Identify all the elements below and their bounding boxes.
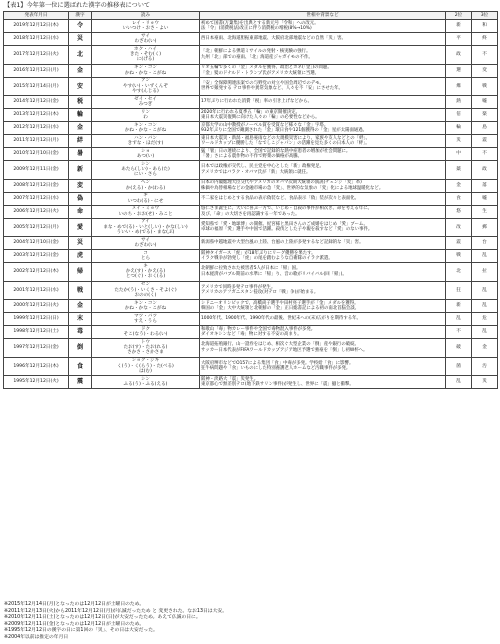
background-line: 日本経済がバブル期前の水準に「帰」り、音の歌がリバイバル(回「帰」)。: [201, 271, 347, 277]
kanji-cell: 新: [69, 161, 92, 180]
kanji-cell: 命: [69, 205, 92, 218]
third-place-cell: 災: [472, 376, 498, 389]
reading-line: キン・コン: [134, 65, 157, 71]
reading-line: かえ(す)・かえ(る): [125, 269, 166, 275]
header-date: 発表年月日: [4, 12, 69, 20]
reading-line: ういい・め(でる)・まな(ぶ): [116, 229, 175, 235]
reading-cell: [92, 135, 200, 148]
table-row: [4, 20, 498, 33]
table-body: [4, 20, 498, 389]
table-row: [4, 339, 498, 358]
table-row: [4, 33, 498, 46]
background-line: 北朝鮮に拉致された被害者5人が日本に「帰」国。: [201, 266, 301, 272]
background-line: 韓国の「金」大中大統領と北朝鮮の「金」正日総書記による初の南北首脳会談。: [201, 306, 360, 311]
background-line: ワールドカップに優勝した「なでしこジャパン」の活躍を見た多くの日本人の「絆」。: [201, 141, 370, 146]
reading-cell: [92, 122, 200, 135]
kanji-cell: 輪: [69, 109, 92, 122]
kanji-cell: 愛: [69, 218, 92, 237]
background-line: 卓球の福原「愛」選手や中国で活躍。殺伐とした子や親を殺すなど「愛」のない事件。: [201, 227, 373, 233]
second-place-cell: 倍: [446, 109, 472, 122]
reading-line: か(える)・か(わる): [125, 185, 166, 191]
background-line: 大阪府堺市などでO157による集団「食」中毒が多発。学校給「食」に影響。: [201, 360, 354, 366]
background-cell: [200, 179, 446, 192]
second-place-cell: 金: [446, 179, 472, 192]
background-cell: [200, 326, 446, 339]
background-cell: [200, 192, 446, 205]
reading-line: かね・かな・こがね: [124, 70, 167, 76]
background-cell: [200, 357, 446, 376]
background-line: 愛知県で「愛・地球博」の開催。紀宮様と黒田さんのご成婚をはじめ「愛」ブーム。: [201, 221, 368, 227]
table-row: [4, 122, 498, 135]
reading-line: レイ・リョウ: [131, 20, 160, 26]
table-row: [4, 300, 498, 313]
reading-line: マツ・バツ: [134, 313, 157, 319]
third-place-cell: 台: [472, 237, 498, 250]
background-line: 和歌山「毒」物カレー事件や全国で毒物混入事件が多発。: [201, 326, 316, 332]
table-row: [4, 218, 498, 237]
reading-cell: [92, 218, 200, 237]
reading-line: ショク・ジキ: [131, 358, 160, 364]
header-second-place: 2位: [446, 12, 472, 20]
reading-line: キ: [143, 263, 148, 269]
second-place-cell: 震: [446, 237, 472, 250]
reading-line: サイ: [141, 33, 150, 39]
second-place-cell: 乱: [446, 376, 472, 389]
reading-cell: [92, 205, 200, 218]
kanji-cell: 絆: [69, 135, 92, 148]
reading-cell: [92, 161, 200, 180]
background-cell: [200, 281, 446, 300]
header-third-place: 3位: [472, 12, 498, 20]
date-cell: 2006年12月12日(火): [4, 205, 69, 218]
kanji-cell: 偽: [69, 192, 92, 205]
reading-line: やす(い)・いずくんぞ: [123, 83, 168, 89]
reading-line: アイ: [141, 219, 150, 225]
background-line: 世界で頻発する テロ事件や異常気象など、人々を不「安」にさせた年。: [201, 86, 343, 92]
second-place-cell: 菌: [446, 357, 472, 376]
background-line: アメリカのアフガニスタン侵攻(対テロ「戦」争)が始まる。: [201, 290, 319, 296]
third-place-cell: 生: [472, 205, 498, 218]
table-row: [4, 96, 498, 109]
table-row: [4, 192, 498, 205]
second-place-cell: 新: [446, 300, 472, 313]
third-place-cell: 終: [472, 33, 498, 46]
footnote: ※1995年12月12日の漢字の日に第1回の「災」、その日は大安だった。: [4, 628, 158, 634]
footnote: ※2009年12月11日(金)となったのは12月12日が土曜日のため。: [4, 621, 145, 627]
date-cell: 2004年12月10日(金): [4, 237, 69, 250]
reading-line: かね・かな・こがね: [124, 306, 167, 311]
table-row: [4, 205, 498, 218]
table-row: [4, 148, 498, 161]
date-cell: 2010年12月10日(金): [4, 148, 69, 161]
reading-cell: [92, 192, 200, 205]
background-cell: [200, 77, 446, 96]
kanji-cell: 金: [69, 122, 92, 135]
background-cell: [200, 237, 446, 250]
background-line: 法「令」(消費税法)改正に伴う消費税の増税(8%→10%): [201, 26, 312, 31]
background-line: 阪神タイガース「虎」が18年ぶりにリーグ優勝を果たす。: [201, 250, 316, 256]
table-row: [4, 263, 498, 282]
background-line: 狂牛病問題や「食」いものにした特別養護老人ホームなど汚職事件が多発。: [201, 366, 351, 372]
table-row: [4, 313, 498, 326]
reading-line: く(う)・く(らう)・た(べる): [117, 363, 174, 369]
third-place-cell: 楽: [472, 109, 498, 122]
reading-line: メイ・ミョウ: [131, 206, 160, 212]
reading-line: やす(んじる): [132, 88, 159, 94]
second-place-cell: 北: [446, 263, 472, 282]
kanji-cell: 暑: [69, 148, 92, 161]
reading-line: に(げる): [136, 57, 155, 63]
kanji-cell: 戦: [69, 281, 92, 300]
kanji-cell: 虎: [69, 250, 92, 263]
reading-cell: [92, 46, 200, 65]
reading-line: サイ: [141, 237, 150, 243]
date-cell: 2009年12月11日(金): [4, 161, 69, 180]
reading-line: たたか(う)・いくさ・そよ(ぐ): [114, 287, 177, 293]
reading-line: シン: [140, 376, 151, 382]
table-row: [4, 64, 498, 77]
third-place-cell: 危: [472, 313, 498, 326]
second-place-cell: 不: [446, 326, 472, 339]
second-place-cell: 爆: [446, 77, 472, 96]
third-place-cell: 和: [472, 20, 498, 33]
second-place-cell: 選: [446, 64, 472, 77]
kanji-cell: 令: [69, 20, 92, 33]
reading-line: みつぎ: [138, 102, 153, 107]
background-cell: [200, 20, 446, 33]
table-title: 【表1】今年第一位に選ばれた漢字の推移表について: [4, 2, 151, 9]
reading-line: セン: [140, 282, 151, 288]
second-place-cell: 乱: [446, 313, 472, 326]
reading-cell: [92, 33, 200, 46]
reading-line: あつ(い): [136, 154, 155, 159]
footnotes: [4, 602, 227, 642]
background-line: 西日本豪雨、北海道胆振東部地震、大阪府北部地震などの自然「災」害。: [201, 36, 346, 42]
background-cell: [200, 205, 446, 218]
reading-line: ギ: [143, 193, 148, 199]
date-cell: 1996年12月12日(木): [4, 357, 69, 376]
reading-line: ホク・ハイ: [134, 46, 157, 52]
reading-cell: [92, 326, 200, 339]
reading-line: トウ: [140, 339, 151, 345]
table-row: [4, 237, 498, 250]
background-line: リオ五輪で多くの「金」メダルを獲得、政治とカネ(「金」)の問題。: [201, 65, 332, 71]
background-line: 日本では政権が交代し、民主党を中心とした「新」政権発足。: [201, 164, 324, 170]
background-line: 初めて国書(万葉集)を出典とする新元号「令和」への改元。: [201, 20, 319, 26]
background-cell: [200, 46, 446, 65]
second-place-cell: 悠: [446, 205, 472, 218]
table-row: [4, 161, 498, 180]
reading-line: たお(す)・たお(れる): [123, 345, 168, 351]
kanji-cell: 食: [69, 357, 92, 376]
kanji-cell: 震: [69, 376, 92, 389]
reading-line: きた・そむ(く): [129, 52, 162, 58]
background-line: 東日本大震災復興に向けた人々の「輪」の必要性などから。: [201, 115, 320, 120]
background-line: 阪神・淡路大「震」災発生。: [201, 376, 259, 382]
background-line: 1000年代、1900年代、1990年代の最後、世紀末への(末)広がりを期待する年。: [201, 316, 361, 322]
reading-line: シン: [140, 161, 151, 167]
third-place-cell: 落: [472, 179, 498, 192]
reading-cell: [92, 179, 200, 192]
background-line: 「金」髪のドナルド・トランプ氏がアメリカ大統領に当選。: [201, 70, 320, 76]
kanji-table: [3, 11, 498, 389]
reading-cell: [92, 250, 200, 263]
background-cell: [200, 109, 446, 122]
background-line: 17年ぶりに行われた消費「税」率の引き上げなどから。: [201, 99, 312, 105]
footnote: ※2011年12月13日(火)から2011年12月12日(月)が仏滅だったため と 変更された。なお13日は大安。: [4, 608, 227, 614]
background-cell: [200, 135, 446, 148]
reading-line: わざわ(い): [134, 39, 157, 44]
third-place-cell: 金: [472, 339, 498, 358]
table-row: [4, 109, 498, 122]
header-reading: 読み: [92, 12, 200, 20]
date-cell: 2019年12月12日(木): [4, 20, 69, 33]
reading-line: とら: [140, 256, 151, 261]
third-place-cell: 乱: [472, 281, 498, 300]
third-place-cell: 嘘: [472, 96, 498, 109]
date-cell: 2012年12月12日(水): [4, 122, 69, 135]
kanji-cell: 帰: [69, 263, 92, 282]
reading-cell: [92, 313, 200, 326]
reading-cell: [92, 376, 200, 389]
reading-line: にい・さら: [134, 172, 157, 178]
reading-cell: [92, 96, 200, 109]
kanji-cell: 災: [69, 237, 92, 250]
date-cell: 2018年12月12日(水): [4, 33, 69, 46]
third-place-cell: 嘘: [472, 192, 498, 205]
background-line: 株価や為替相場などの金融市場の急「変」、世界的な気象の「変」化による地球温暖化など。: [201, 185, 384, 191]
table-row: [4, 179, 498, 192]
footnote: ※2004年以前は推定の年月日: [4, 634, 69, 640]
background-cell: [200, 161, 446, 180]
date-cell: 2013年12月12日(木): [4, 109, 69, 122]
background-line: 2020年に行われる夏季五「輪」の東京開催決定。: [201, 109, 300, 115]
background-line: 九州「北」部での豪雨、「北」海道産ジャガイモの不作。: [201, 54, 313, 60]
reading-line: キン・コン: [134, 300, 157, 306]
reading-line: まな・めで(る)・いと(しい)・かな(しい): [103, 224, 188, 230]
reading-cell: [92, 300, 200, 313]
reading-cell: [92, 357, 200, 376]
date-cell: 2007年12月12日(水): [4, 192, 69, 205]
reading-line: リン: [140, 109, 151, 115]
table-row: [4, 326, 498, 339]
second-place-cell: 戦: [446, 250, 472, 263]
background-line: アメリカで同時多発テロ事件が発生。: [201, 284, 276, 290]
reading-line: すえ・うら: [134, 319, 157, 324]
third-place-cell: 不: [472, 46, 498, 65]
third-place-cell: 戦: [472, 77, 498, 96]
reading-line: ショ: [140, 148, 151, 154]
background-line: シドニーオリンピックで、高橋尚子選手や田村亮子選手が「金」メダルを獲得。: [201, 300, 359, 306]
date-cell: 2015年12月14日(月): [4, 77, 69, 96]
table-row: [4, 281, 498, 300]
footnote: ※2015年12月14日(月)となったのは12月12日が土曜日のため。: [4, 602, 145, 607]
background-line: アメリカではバラク・オバマ氏が「新」大統領に就任。: [201, 169, 311, 175]
kanji-cell: 倒: [69, 339, 92, 358]
date-cell: 2017年12月12日(火): [4, 46, 69, 65]
date-cell: 1995年12月12日(火): [4, 376, 69, 389]
reading-line: わざわ(い): [134, 243, 157, 248]
reading-line: ハン・バン: [134, 135, 157, 141]
background-cell: [200, 64, 446, 77]
background-line: ダイオキシンなど「毒」物に対する不安の高まり。: [201, 332, 302, 337]
reading-cell: [92, 339, 200, 358]
reading-line: わ: [143, 115, 148, 120]
reading-line: いいつけ・おさ・よい: [122, 26, 169, 31]
background-line: 「安」全保障関連法案での与野党の対立や国会周辺でのデモ。: [201, 80, 324, 86]
second-place-cell: 輪: [446, 122, 472, 135]
kanji-cell: 北: [69, 46, 92, 65]
background-cell: [200, 263, 446, 282]
background-line: 不二家をはじめとする食品の表示偽装など、食品表示「偽」装が次々と表面化。: [201, 195, 360, 201]
header-background: 世相や背景など: [200, 12, 446, 20]
footnote: ※2010年12月11日(土)となったのは12月12日(日)が大安だったため。あえて仏滅の日に。: [4, 615, 201, 621]
kanji-cell: 変: [69, 179, 92, 192]
table-header-row: [4, 12, 498, 20]
background-line: 日本の内閣総理大臣交代やアメリカのオバマ次期大統領の演説(チェンジ「変」革): [201, 180, 362, 186]
second-place-cell: 改: [446, 218, 472, 237]
reading-line: さかさ・さかさま: [127, 350, 164, 356]
background-line: 東京都心で無差別テロ(地下鉄サリン事件)が発生し、世界に「震」撼と衝撃。: [201, 382, 354, 387]
third-place-cell: 乱: [472, 326, 498, 339]
second-place-cell: 狂: [446, 281, 472, 300]
reading-line: とつ(ぐ)・おく(る): [125, 274, 166, 280]
background-line: 北海道拓殖銀行、山一證券をはじめ、相次ぐ大型企業の「倒」産や銀行の破綻。: [201, 342, 359, 348]
date-cell: 2005年12月12日(月): [4, 218, 69, 237]
second-place-cell: 薬: [446, 161, 472, 180]
reading-line: ドク: [140, 326, 151, 332]
date-cell: 2001年12月12日(水): [4, 281, 69, 300]
date-cell: 2011年12月12日(月): [4, 135, 69, 148]
table-row: [4, 135, 498, 148]
background-cell: [200, 313, 446, 326]
third-place-cell: 乱: [472, 250, 498, 263]
kanji-cell: 毒: [69, 326, 92, 339]
reading-line: ふる(う)・ふる(える): [123, 382, 168, 387]
third-place-cell: 不: [472, 148, 498, 161]
background-cell: [200, 122, 446, 135]
reading-line: ゼイ・セイ: [134, 96, 157, 102]
table-row: [4, 357, 498, 376]
third-place-cell: 変: [472, 64, 498, 77]
kanji-cell: 金: [69, 300, 92, 313]
reading-cell: [92, 148, 200, 161]
reading-line: きずな・ほだ(す): [127, 141, 164, 146]
reading-line: コ: [143, 250, 148, 256]
second-place-cell: 平: [446, 33, 472, 46]
background-line: 悠仁さま誕生に、大いに喜ぶ一方で、いじめ・自殺の事件が相次ぎ、命を考える年に。: [201, 206, 372, 212]
date-cell: 1999年12月12日(日): [4, 313, 69, 326]
reading-cell: [92, 237, 200, 250]
kanji-cell: 安: [69, 77, 92, 96]
third-place-cell: 拉: [472, 263, 498, 282]
reading-line: そこ(なう)・わる(い): [123, 332, 168, 337]
date-cell: 1997年12月12日(金): [4, 339, 69, 358]
background-cell: [200, 250, 446, 263]
background-line: 東日本大震災・新潟・福島豪雨などの大規模災害により、家族や友人などとの「絆」。: [201, 135, 371, 141]
reading-line: いのち・おお(せ)・みこと: [118, 211, 173, 217]
reading-line: アン: [140, 78, 150, 84]
reading-line: いつわ(る)・にせ: [127, 198, 164, 204]
reading-cell: [92, 109, 200, 122]
background-cell: [200, 148, 446, 161]
second-place-cell: 食: [446, 192, 472, 205]
second-place-cell: 政: [446, 46, 472, 65]
reading-cell: [92, 64, 200, 77]
reading-line: あたら(しい)・あら(た): [121, 167, 170, 173]
third-place-cell: 郵: [472, 218, 498, 237]
reading-cell: [92, 263, 200, 282]
reading-cell: [92, 77, 200, 96]
reading-line: ヘン: [140, 180, 151, 186]
background-line: 京都大学の山中教授がノーベル賞を受賞など様々な「金」字塔。: [201, 122, 329, 128]
table-row: [4, 250, 498, 263]
background-cell: [200, 33, 446, 46]
second-place-cell: 熱: [446, 96, 472, 109]
table-row: [4, 77, 498, 96]
background-line: イラク戦争が勃発し「虎」の尾を踏むような自衛隊のイラク派遣。: [201, 256, 333, 261]
date-cell: 1998年12月12日(土): [4, 326, 69, 339]
background-line: 「暑」さによる農作物の不作で野菜の価格が高騰。: [201, 154, 302, 159]
date-cell: 2014年12月12日(金): [4, 96, 69, 109]
background-line: 932年ぶりに全国で観測された「金」環日食や121個獲得の「金」星が太陽面通過。: [201, 128, 368, 133]
second-place-cell: 災: [446, 135, 472, 148]
background-cell: [200, 96, 446, 109]
reading-line: かね・かな・こがね: [124, 128, 167, 133]
third-place-cell: 政: [472, 161, 498, 180]
kanji-cell: 税: [69, 96, 92, 109]
table-row: [4, 46, 498, 65]
third-place-cell: 震: [472, 135, 498, 148]
background-cell: [200, 376, 446, 389]
kanji-cell: 末: [69, 313, 92, 326]
reading-cell: [92, 281, 200, 300]
kanji-cell: 災: [69, 33, 92, 46]
third-place-cell: 汚: [472, 357, 498, 376]
date-cell: 2016年12月12日(月): [4, 64, 69, 77]
reading-line: は(む): [139, 368, 152, 374]
second-place-cell: 新: [446, 20, 472, 33]
reading-cell: [92, 20, 200, 33]
header-kanji: 漢字: [69, 12, 92, 20]
reading-line: キン・コン: [134, 122, 157, 128]
reading-line: おのの(く): [134, 292, 157, 298]
date-cell: 2002年12月12日(木): [4, 263, 69, 282]
second-place-cell: 中: [446, 148, 472, 161]
background-cell: [200, 339, 446, 358]
third-place-cell: 乱: [472, 300, 498, 313]
background-cell: [200, 300, 446, 313]
date-cell: 2003年12月12日(金): [4, 250, 69, 263]
table-row: [4, 376, 498, 389]
background-cell: [200, 218, 446, 237]
second-place-cell: 破: [446, 339, 472, 358]
background-line: 及び、「命」の大切さを再認識する一年であった。: [201, 211, 300, 217]
background-line: サッカー日本代表がFIFAワールドカップアジア地区予選で強豪を「倒」し初W杯へ。: [201, 347, 368, 353]
background-line: 猛「暑」日の連続により、全国で記録的な熱中症患者の増加が社会問題に。: [201, 148, 351, 154]
third-place-cell: 島: [472, 122, 498, 135]
background-line: 「北」朝鮮による弾道ミサイルの発射・核実験の強行。: [201, 49, 311, 55]
kanji-cell: 金: [69, 64, 92, 77]
background-line: 新潟県中越地震や大型台風の上陸、台風の上陸が多発するなど記録的な「災」害。: [201, 240, 364, 246]
date-cell: 2000年12月12日(火): [4, 300, 69, 313]
date-cell: 2008年12月12日(金): [4, 179, 69, 192]
